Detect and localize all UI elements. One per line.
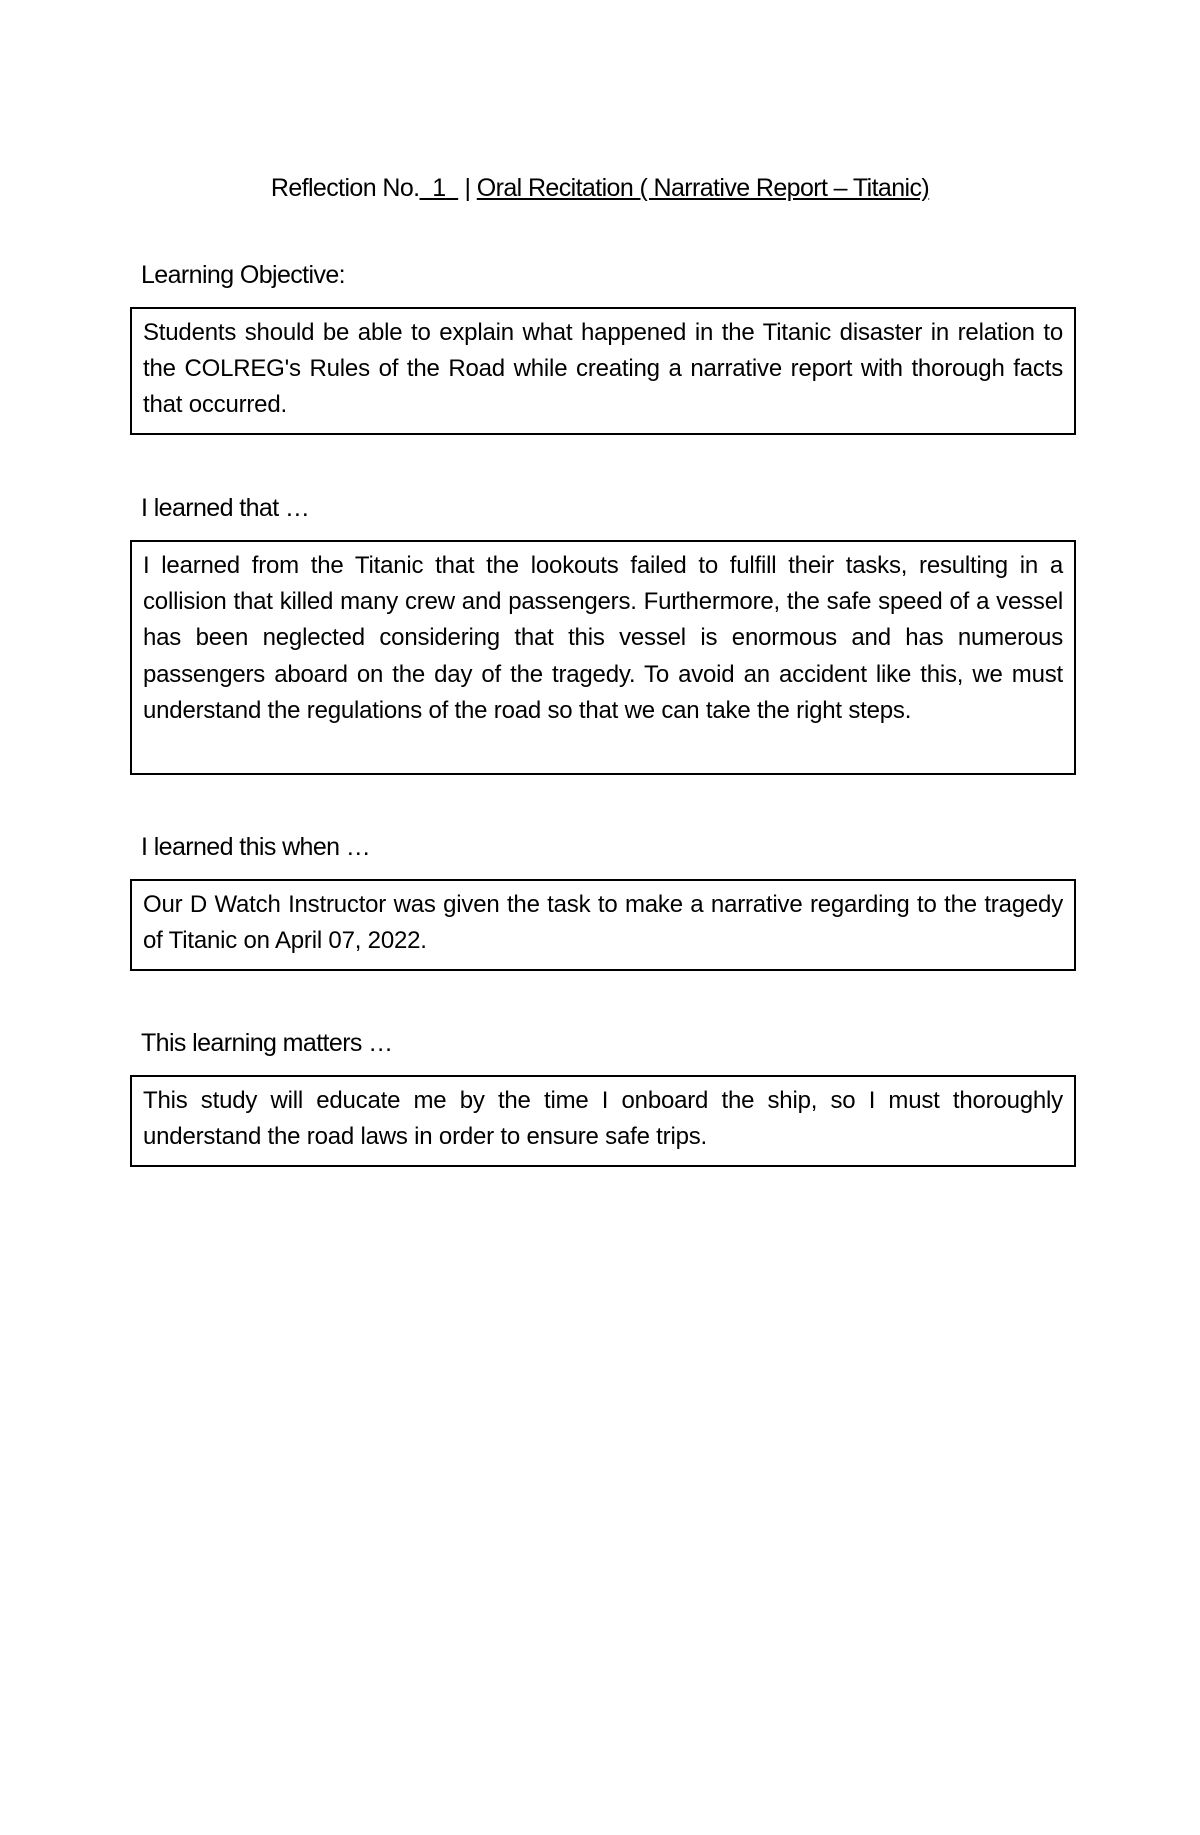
learning-objective-text: Students should be able to explain what happened in the Titanic disaster in relation to the COLREG's Rules of the Road while creating a narrative report with thorough facts that occurred. [143, 319, 1063, 419]
title-separator: | [458, 174, 477, 202]
learned-that-heading: I learned that … [141, 494, 310, 522]
learned-when-box [130, 879, 1076, 971]
learned-when-text: Our D Watch Instructor was given the task to make a narrative regarding to the tragedy of Titanic on April 07, 2022. [143, 891, 1063, 955]
learning-matters-box [130, 1075, 1076, 1167]
reflection-number: 1 [419, 174, 459, 202]
page-title [0, 168, 1200, 208]
title-prefix: Reflection No. [270, 174, 420, 202]
title-main: Oral Recitation ( Narrative Report – Titanic) [476, 174, 930, 202]
learning-objective-heading: Learning Objective: [141, 261, 346, 289]
learning-objective-box [130, 307, 1076, 435]
learning-matters-text: This study will educate me by the time I onboard the ship, so I must thoroughly understand the road laws in order to ensure safe trips. [143, 1087, 1063, 1151]
learned-when-heading: I learned this when … [141, 833, 371, 861]
learned-that-box [130, 540, 1076, 775]
learned-that-text: I learned from the Titanic that the lookouts failed to fulfill their tasks, resulting in a collision that killed many crew and passengers. Furthermore, the safe speed of a vessel has been neglected considering that this vessel is enormous and has numerous passengers aboard on the day of the tragedy. To avoid an accident like this, we must understand the regulations of the road so that we can take the right steps. [143, 552, 1063, 724]
learning-matters-heading: This learning matters … [141, 1029, 393, 1057]
